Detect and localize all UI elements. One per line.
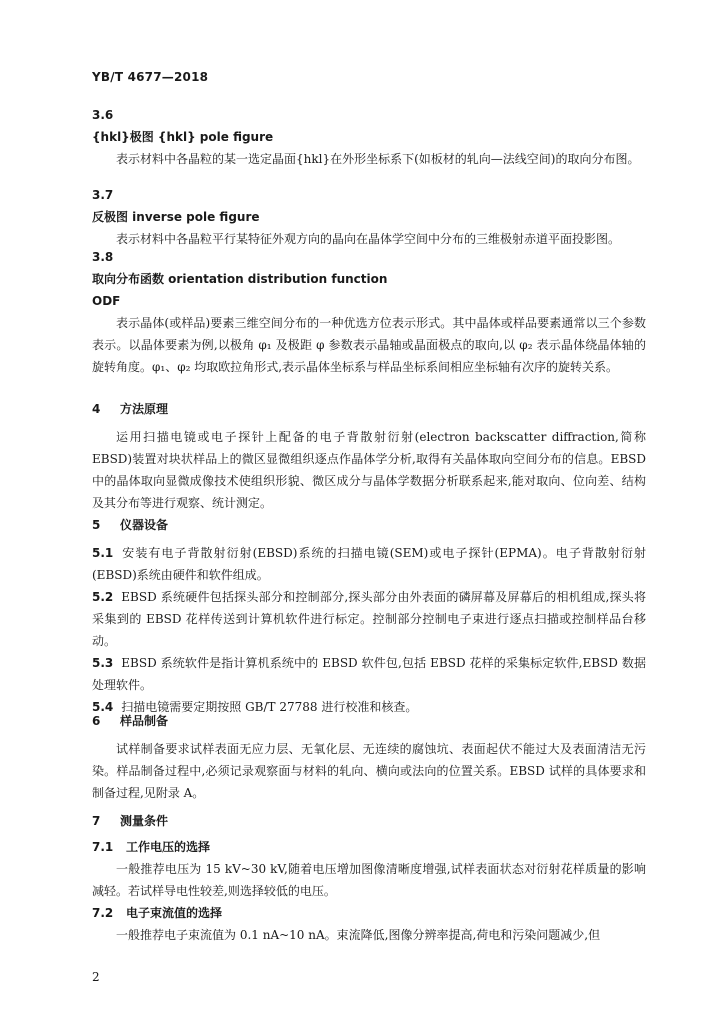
clause-text: 安装有电子背散射衍射(EBSD)系统的扫描电镜(SEM)或电子探针(EPMA)。电子背散射衍射(EBSD)系统由硬件和软件组成。 <box>92 546 646 582</box>
section-6 <box>92 710 646 804</box>
clause-5-2 <box>92 586 646 652</box>
definition-3-7 <box>92 184 646 250</box>
definition-text: 表示晶体(或样品)要素三维空间分布的一种优选方位表示形式。其中晶体或样品要素通常以三个参数表示。以晶体要素为例,以极角 φ₁ 及极距 φ 参数表示晶轴或晶面极点的取向,以 φ₂ 表示晶体绕晶体轴的旋转角度。φ₁、φ₂ 均取欧拉角形式,表示晶体坐标系与样品坐标系间相应坐标轴有次序的旋转关系。 <box>92 316 646 374</box>
section-number: 6 <box>92 714 101 728</box>
definition-text: 表示材料中各晶粒平行某特征外观方向的晶向在晶体学空间中分布的三维极射赤道平面投影图。 <box>116 232 621 246</box>
clause-number: 5.4 <box>92 700 114 714</box>
section-heading <box>92 398 646 420</box>
term-heading: 反极图 inverse pole figure <box>92 210 260 224</box>
section-heading <box>92 710 646 732</box>
page-number: 2 <box>92 970 100 984</box>
clause-number: 3.7 <box>92 188 114 202</box>
clause-number: 5.2 <box>92 590 114 604</box>
section-title: 样品制备 <box>120 714 169 728</box>
section-5 <box>92 514 646 718</box>
section-text: 试样制备要求试样表面无应力层、无氧化层、无连续的腐蚀坑、表面起伏不能过大及表面清洁无污染。样品制备过程中,必须记录观察面与材料的轧向、横向或法向的位置关系。EBSD 试样的具体要求和制备过程,见附录 A。 <box>92 742 646 800</box>
subsection-title: 工作电压的选择 <box>126 840 211 854</box>
section-number: 4 <box>92 402 101 416</box>
section-heading <box>92 514 646 536</box>
section-title: 仪器设备 <box>120 518 169 532</box>
term-abbreviation: ODF <box>92 294 121 308</box>
definition-3-8 <box>92 246 646 378</box>
section-heading <box>92 810 646 832</box>
section-number: 7 <box>92 814 101 828</box>
definition-text: 表示材料中各晶粒的某一选定晶面{hkl}在外形坐标系下(如板材的轧向—法线空间)的取向分布图。 <box>116 152 640 166</box>
clause-number: 5.3 <box>92 656 114 670</box>
subsection-text: 一般推荐电压为 15 kV~30 kV,随着电压增加图像清晰度增强,试样表面状态对衍射花样质量的影响减轻。若试样导电性较差,则选择较低的电压。 <box>92 862 646 898</box>
clause-number: 5.1 <box>92 546 114 560</box>
section-4 <box>92 398 646 514</box>
clause-5-3 <box>92 652 646 696</box>
clause-number: 3.8 <box>92 250 114 264</box>
term-heading: {hkl}极图 {hkl} pole figure <box>92 130 274 144</box>
clause-text: EBSD 系统硬件包括探头部分和控制部分,探头部分由外表面的磷屏幕及屏幕后的相机组成,探头将采集到的 EBSD 花样传送到计算机软件进行标定。控制部分控制电子束进行逐点扫描或控制样品台移动。 <box>92 590 646 648</box>
subsection-text: 一般推荐电子束流值为 0.1 nA~10 nA。束流降低,图像分辨率提高,荷电和污染问题减少,但 <box>116 928 601 942</box>
term-heading: 取向分布函数 orientation distribution function <box>92 272 388 286</box>
definition-3-6 <box>92 104 646 170</box>
section-7 <box>92 810 646 946</box>
standard-id-header: YB/T 4677—2018 <box>92 70 209 84</box>
section-number: 5 <box>92 518 101 532</box>
subsection-number: 7.1 <box>92 840 114 854</box>
subsection-heading-7-2 <box>92 902 646 924</box>
clause-5-1 <box>92 542 646 586</box>
section-title: 方法原理 <box>120 402 169 416</box>
section-text: 运用扫描电镜或电子探针上配备的电子背散射衍射(electron backscatter diffraction,简称 EBSD)装置对块状样品上的微区显微组织逐点作晶体学分析,取得有关晶体取向空间分布的信息。EBSD 中的晶体取向显微成像技术使组织形貌、微区成分与晶体学数据分析联系起来,能对取向、位向差、结构及其分布等进行观察、统计测定。 <box>92 430 646 510</box>
subsection-number: 7.2 <box>92 906 114 920</box>
subsection-title: 电子束流值的选择 <box>126 906 223 920</box>
clause-text: EBSD 系统软件是指计算机系统中的 EBSD 软件包,包括 EBSD 花样的采集标定软件,EBSD 数据处理软件。 <box>92 656 646 692</box>
section-title: 测量条件 <box>120 814 169 828</box>
clause-number: 3.6 <box>92 108 114 122</box>
subsection-heading-7-1 <box>92 836 646 858</box>
clause-text: 扫描电镜需要定期按照 GB/T 27788 进行校准和核查。 <box>121 700 418 714</box>
